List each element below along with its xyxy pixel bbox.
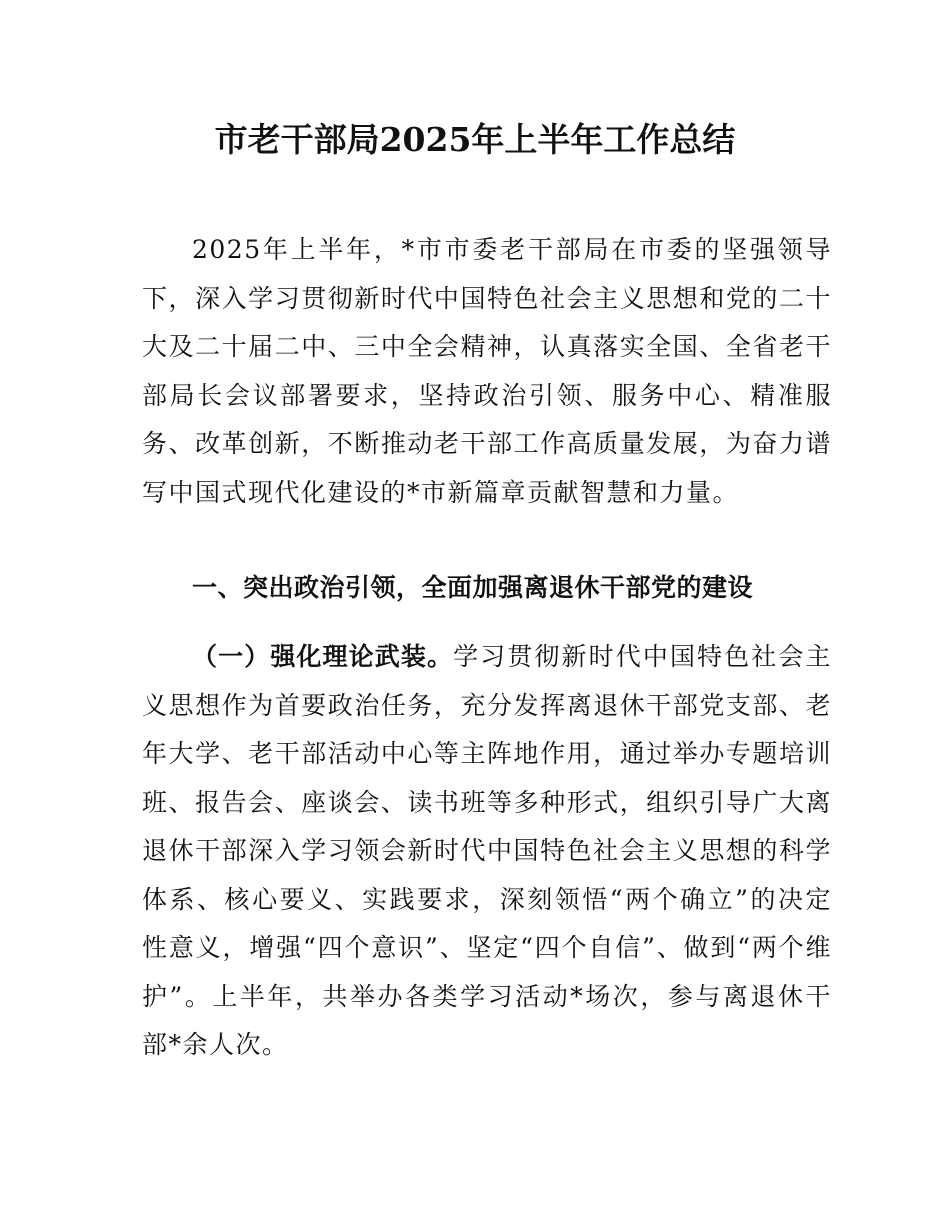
subsection-title: （一）强化理论武装。 <box>192 642 454 671</box>
intro-paragraph: 2025年上半年，*市市委老干部局在市委的坚强领导下，深入学习贯彻新时代中国特色社会主义思想和党的二十大及二十届二中、三中全会精神，认真落实全国、全省老干部局长会议部署要求，坚持政治引领、服务中心、精准服务、改革创新，不断推动老干部工作高质量发展，为奋力谱写中国式现代化建设的*市新篇章贡献智慧和力量。 <box>142 235 832 507</box>
subsection-body: 学习贯彻新时代中国特色社会主义思想作为首要政治任务，充分发挥离退休干部党支部、老年大学、老干部活动中心等主阵地作用，通过举办专题培训班、报告会、座谈会、读书班等多种形式，组织引导广大离退休干部深入学习领会新时代中国特色社会主义思想的科学体系、核心要义、实践要求，深刻领悟“两个确立”的决定性意义，增强“四个意识”、坚定“四个自信”、做到“两个维护”。上半年，共举办各类学习活动*场次，参与离退休干部*余人次。 <box>142 642 832 1059</box>
section-heading-1: 一、突出政治引领，全面加强离退休干部党的建设 <box>192 573 754 602</box>
document-title: 市老干部局2025年上半年工作总结 <box>214 120 736 159</box>
section-1-paragraph <box>142 633 832 1070</box>
